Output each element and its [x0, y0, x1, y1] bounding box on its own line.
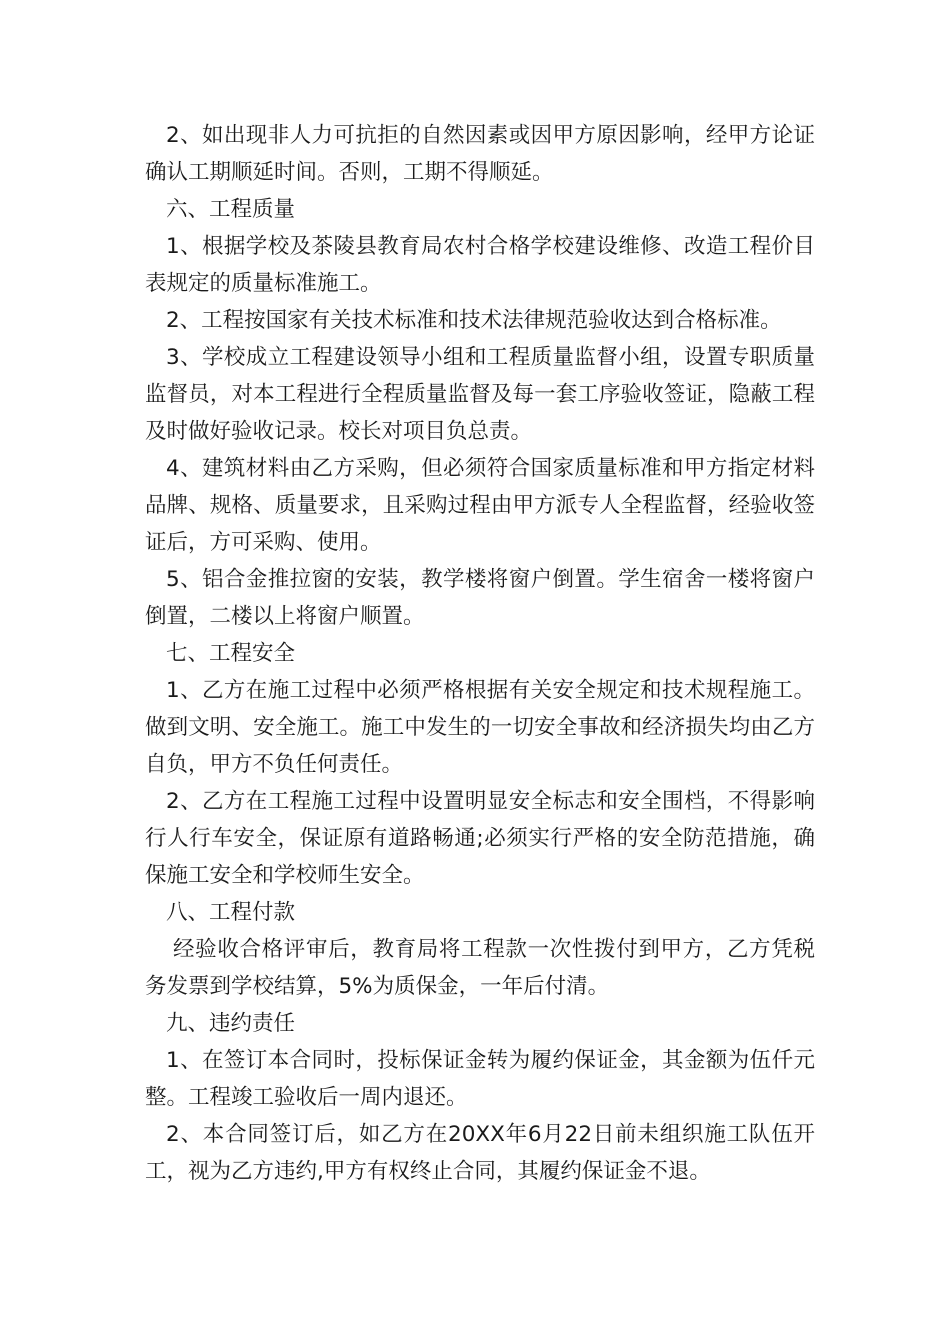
clause-paragraph: 2、本合同签订后，如乙方在20XX年6月22日前未组织施工队伍开工，视为乙方违约,甲方有权终止合同，其履约保证金不退。 [145, 1122, 815, 1184]
section-heading: 七、工程安全 [166, 641, 296, 666]
clause-paragraph: 4、建筑材料由乙方采购，但必须符合国家质量标准和甲方指定材料品牌、规格、质量要求，且采购过程由甲方派专人全程监督，经验收签证后，方可采购、使用。 [145, 456, 815, 555]
clause-paragraph: 2、乙方在工程施工过程中设置明显安全标志和安全围档，不得影响行人行车安全，保证原有道路畅通;必须实行严格的安全防范措施，确保施工安全和学校师生安全。 [145, 789, 815, 888]
clause-paragraph: 3、学校成立工程建设领导小组和工程质量监督小组，设置专职质量监督员，对本工程进行全程质量监督及每一套工序验收签证，隐蔽工程及时做好验收记录。校长对项目负总责。 [145, 345, 815, 444]
clause-paragraph: 经验收合格评审后，教育局将工程款一次性拨付到甲方，乙方凭税务发票到学校结算，5%为质保金，一年后付清。 [145, 937, 815, 999]
clause-paragraph: 5、铝合金推拉窗的安装，教学楼将窗户倒置。学生宿舍一楼将窗户倒置，二楼以上将窗户顺置。 [145, 567, 815, 629]
clause-paragraph: 2、工程按国家有关技术标准和技术法律规范验收达到合格标准。 [166, 308, 782, 333]
document-body [145, 117, 815, 1190]
section-heading: 八、工程付款 [166, 900, 296, 925]
section-heading: 六、工程质量 [166, 197, 296, 222]
clause-paragraph: 1、在签订本合同时，投标保证金转为履约保证金，其金额为伍仟元整。工程竣工验收后一周内退还。 [145, 1048, 815, 1110]
section-heading: 九、违约责任 [166, 1011, 296, 1036]
clause-paragraph: 1、乙方在施工过程中必须严格根据有关安全规定和技术规程施工。做到文明、安全施工。施工中发生的一切安全事故和经济损失均由乙方自负，甲方不负任何责任。 [145, 678, 815, 777]
clause-paragraph: 2、如出现非人力可抗拒的自然因素或因甲方原因影响，经甲方论证确认工期顺延时间。否则，工期不得顺延。 [145, 123, 815, 185]
clause-paragraph: 1、根据学校及茶陵县教育局农村合格学校建设维修、改造工程价目表规定的质量标准施工。 [145, 234, 815, 296]
